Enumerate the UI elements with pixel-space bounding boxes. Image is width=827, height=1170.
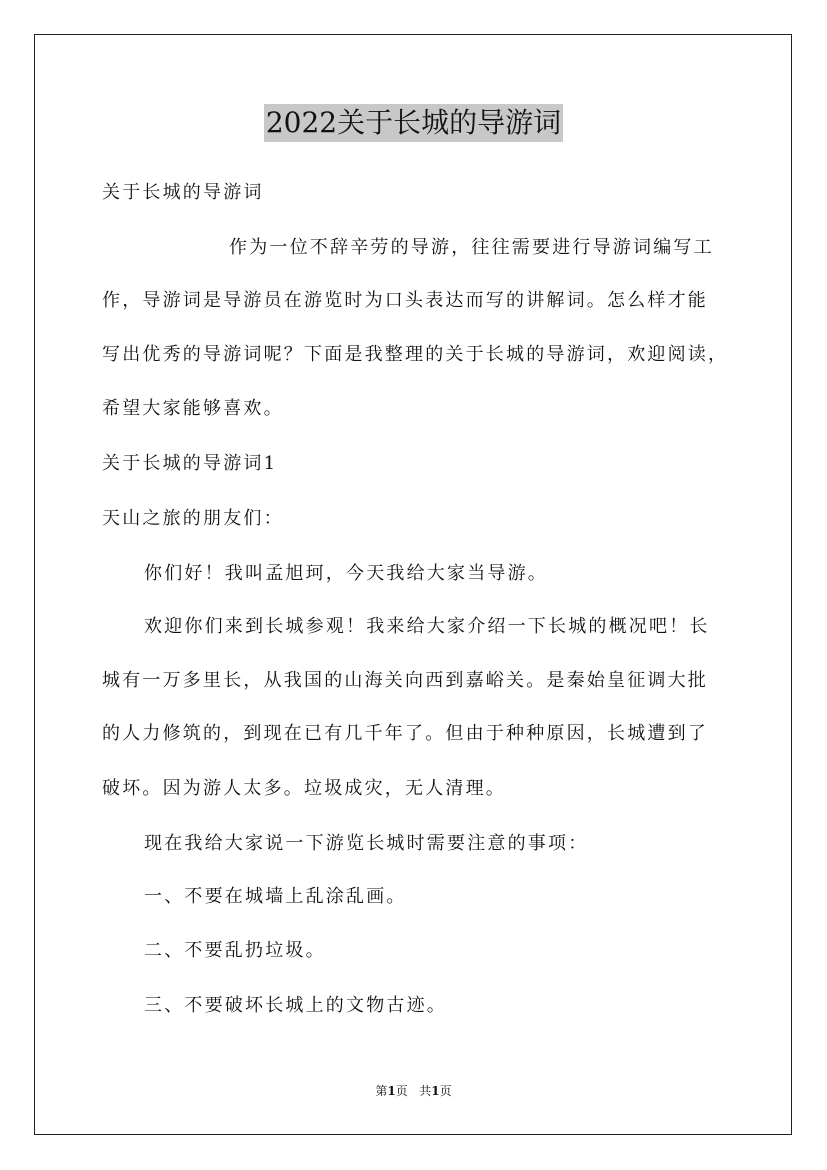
paragraph-line: 欢迎你们来到长城参观！我来给大家介绍一下长城的概况吧！长 <box>144 616 710 637</box>
list-item: 一、不要在城墙上乱涂乱画。 <box>144 886 407 907</box>
paragraph-line: 的人力修筑的，到现在已有几千年了。但由于种种原因，长城遭到了 <box>102 723 708 744</box>
title-container <box>0 104 827 142</box>
paragraph-line: 写出优秀的导游词呢？下面是我整理的关于长城的导游词，欢迎阅读， <box>102 344 729 365</box>
paragraph-line: 你们好！我叫孟旭珂，今天我给大家当导游。 <box>144 563 548 584</box>
paragraph-line: 作为一位不辞辛劳的导游，往往需要进行导游词编写工 <box>229 237 714 258</box>
page-number: 1 <box>387 1084 396 1098</box>
paragraph-line: 现在我给大家说一下游览长城时需要注意的事项： <box>144 833 589 854</box>
greeting-line: 天山之旅的朋友们： <box>102 508 284 529</box>
document-title: 2022关于长城的导游词 <box>264 104 563 142</box>
total-pages: 1 <box>431 1084 440 1098</box>
subtitle-line: 关于长城的导游词 <box>102 182 264 203</box>
page-footer <box>0 1083 827 1099</box>
section-heading: 关于长城的导游词1 <box>102 453 278 474</box>
total-suffix: 页 <box>439 1084 452 1098</box>
paragraph-line: 破坏。因为游人太多。垃圾成灾，无人清理。 <box>102 778 506 799</box>
page-prefix: 第 <box>375 1084 388 1098</box>
list-item: 二、不要乱扔垃圾。 <box>144 940 326 961</box>
paragraph-line: 希望大家能够喜欢。 <box>102 398 284 419</box>
paragraph-line: 城有一万多里长，从我国的山海关向西到嘉峪关。是秦始皇征调大批 <box>102 670 708 691</box>
page-suffix: 页 <box>395 1084 408 1098</box>
total-prefix: 共 <box>419 1084 432 1098</box>
paragraph-line: 作，导游词是导游员在游览时为口头表达而写的讲解词。怎么样才能 <box>102 290 708 311</box>
list-item: 三、不要破坏长城上的文物古迹。 <box>144 995 447 1016</box>
